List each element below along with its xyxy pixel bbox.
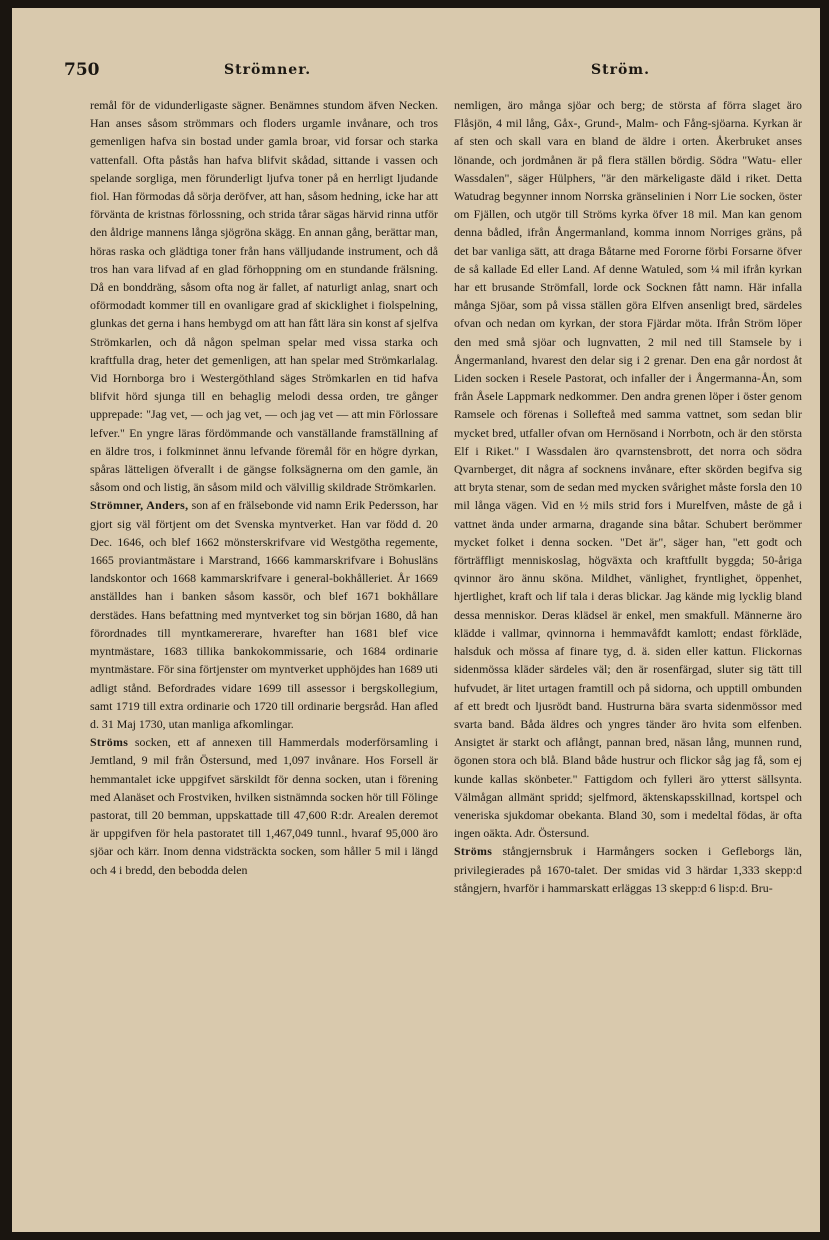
running-head-left: Strömner. [224, 62, 312, 78]
page-number: 750 [64, 60, 100, 80]
right-column [454, 96, 802, 897]
book-page [12, 8, 820, 1232]
running-head-right: Ström. [591, 62, 650, 78]
entry-text: stångjernsbruk i Harmångers socken i Gefleborgs län, privilegierades på 1670-talet. Der smidas vid 3 härdar 1,333 skepp:d stångjern, hvarför i hammarskatt erläggas 13 skepp:d 6 lisp:d. Bru- [454, 844, 802, 895]
paragraph-stroms-socken-cont: nemligen, äro många sjöar och berg; de största af förra slaget äro Flåsjön, 4 mil lång, Gåx-, Grund-, Malm- och Fång-sjöarna. Kyrkan är af sten och skall vara en bland de äldre i orten. Åkerbruket anses lönande, och jordmånen är på flera ställen bördig. Södra "Watu- eller Wassdalen", säger Hülphers, "är den märkeligaste däld i riket. Detta Watudrag begynner innom Norrska gränselinien i Norr Lie socken, öster om Fjällen, och utgör till Ströms kyrka öfver 18 mil. Man kan genom denna bådled, ifrån Ångermanland, komma innom Norriges gräns, på det bar vanliga sätt, att draga Båtarne med Fororne förbi Forsarne öfver de så kallade Ed eller Land. Af denne Watuled, som ¼ mil ifrån kyrkan har ett brusande Strömfall, lorde ock Socknen fått namn. Här infalla många Sjöar, som på vissa ställen göra Elfven ansenligt bred, särdeles ofvan och nedan om kyrkan, der stora Fjärdar möta. Ifrån Ström löper den med små sjöar och lugnvatten, 2 mil ned till Stamsele by i Ångermanland, hvarest den delar sig i 2 grenar. Den ena går nordost åt Liden socken i Resele Pastorat, och infaller der i Ångermanna-Ån, som från Åsele Lappmark nedkommer. Den andra grenen löper i öster genom Ramsele och förenas i Sollefteå med samma vattnet, som sedan blir mycket bred, utfaller ofvan om Hernösand i Norrbotn, och är den största Elf i Riket." I Wassdalen äro qvarnstensbrott, det norra och södra Qvarnberget, dit några af socknens invånare, efter skörden begifva sig att bryta stenar, som de sedan med mycken svårighet måste forsla den 10 mil långa vägen. Vid en ½ mils strid fors i Murelfven, måste de gå i vattnet ända under armarna, dragande sina båtar. Schubert berömmer mycket folket i denna socken. "Det är", säger han, "ett godt och förträffligt menniskoslag, högväxta och kraftfullt byggda; 50-åriga qvinnor äro ännu sköna. Mildhet, vänlighet, fryntlighet, öppenhet, hjertlighet, kraft och lif tala i deras blickar. Jag kände mig lycklig bland dessa menniskor. Deras klädsel är enkel, men smakfull. Männerne äro klädde i vallmar, qvinnorna i hemmavåfdt kamlott; endast förkläde, halsduk och mössa af finare tyg, d. ä. siden eller kattun. Flickornas sidenmössa kläder särdeles väl; den är rosenfärgad, sluter sig tätt till hufvudet, är litet urtagen framtill och på sidorna, och upptill ombunden af ett bredt och ljusrödt band. Hustrurna bära svarta sidenmössor med svarta band. Båda äldres och yngres tänder äro hvita som elfenben. Ansigtet är starkt och aflångt, pannan bred, näsan lång, munnen rund, ögonen stora och blå. Bland både hustrur och flickor såg jag få, som ej kunde kallas skönbeter." Fattigdom och fylleri äro ytterst sällsynta. Välmågan allmänt spridd; sjelfmord, äktenskapsskillnad, kortspel och veneriska sjukdomar obekanta. Bland 30, som i medeltal födas, är ofta ingen oäkta. Adr. Östersund. [454, 98, 802, 841]
entry-text: socken, ett af annexen till Hammerdals moderförsamling i Jemtland, 9 mil från Östersund, med 1,097 invånare. Hos Forsell är hemmantalet icke uppgifvet särskildt för denna socken, utan i förening med Alanäset och Frostviken, hvilken sistnämnda socken hör till Fölinge pastorat, till 20 bemman, uppskattade till 47,600 R:dr. Arealen deremot är uppgifven för hela pastoratet till 1,467,049 tunnl., hvaraf 95,000 äro sjöar och kärr. Inom denna vidsträckta socken, som håller 5 mil i längd och 4 i bredd, den bebodda delen [90, 735, 438, 877]
entry-text: son af en frälsebonde vid namn Erik Pedersson, har gjort sig väl förtjent om det Svenska myntverket. Han var född d. 20 Dec. 1646, och blef 1662 mönsterskrifvare vid Westgötha regemente, 1665 proviantmästare i Marstrand, 1666 kammarskrifvare i Bohusläns landskontor och 1668 kammarskrifvare i general-bokhålleriet. År 1669 anställdes han i banken såsom kassör, och blef 1671 bokhållare derstädes. Hans befattning med myntverket tog sin början 1680, då han förordnades till myntkamererare, hvarefter han 1681 blef vice myntmästare, 1683 tillika bankokommissarie, och 1684 ordinarie myntmästare. För sina förtjenster om myntverket upphöjdes han 1689 uti adligt stånd. Befordrades vidare 1699 till assessor i bergskollegium, samt 1719 till extra ordinarie och 1720 till ordinarie bergsråd. Han afled d. 31 Maj 1730, utan manliga afkomlingar. [90, 498, 438, 731]
entry-headword: Ströms [454, 844, 493, 859]
paragraph-stromkarlen-cont: remål för de vidunderligaste sägner. Benämnes stundom äfven Necken. Han anses såsom strömmars och floders urgamle invånare, och tros gemenligen hafva sin bostad under gamla broar, vid forsar och starka vattenfall. Ofta påstås han hafva blifvit skådad, sittande i vassen och spelande sorgliga, men förunderligt ljufva toner på en herrligt ljudande fiol. Han förmodas då sörja deröfver, att han, såsom hedning, icke har att förvänta de kristnas förlossning, och strida tårar sägas härvid rinna utför den åldrige mannens långa sjögröna skägg. En annan gång, berättar man, höras raska och glädtiga toner från hans välljudande instrument, och då tros han vara lifvad af en glad förhoppning om en stundande frälsning. Då en bonddräng, såsom ofta nog är fallet, af naturligt anlag, snart och oförmodadt kommer till en ovanligare grad af skicklighet i fiolspelning, glunkas det gerna i hans hembygd om att han fått lära sin konst af sjelfva Strömkarlen, och då någon spelman spelar med vissa starka och kraftfulla drag, heter det gemenligen, att han spelar med Strömkarlalag. Vid Hornborga bro i Westergöthland säges Strömkarlen en tid hafva blifvit hörd sjunga till en behaglig melodi dessa orden, tre gånger upprepade: "Jag vet, — och jag vet, — och jag vet — att min Förlossare lefver." En yngre läras fördömmande och vanställande framställning af en äldre tros, i folkminnet ännu lefvande föremål för en högre dyrkan, spåras lätteligen öfverallt i de gängse folksägnerna om den gamle, än såsom ond och listig, än såsom mild och välvillig skildrade Strömkarlen. [90, 98, 438, 495]
entry-headword: Ströms [90, 735, 129, 750]
page-header [64, 60, 800, 90]
entry-stromner-anders [90, 496, 438, 733]
entry-stroms-socken [90, 733, 438, 879]
entry-stroms-bruk [454, 842, 802, 897]
entry-headword: Strömner, Anders, [90, 498, 189, 513]
left-column [90, 96, 438, 879]
